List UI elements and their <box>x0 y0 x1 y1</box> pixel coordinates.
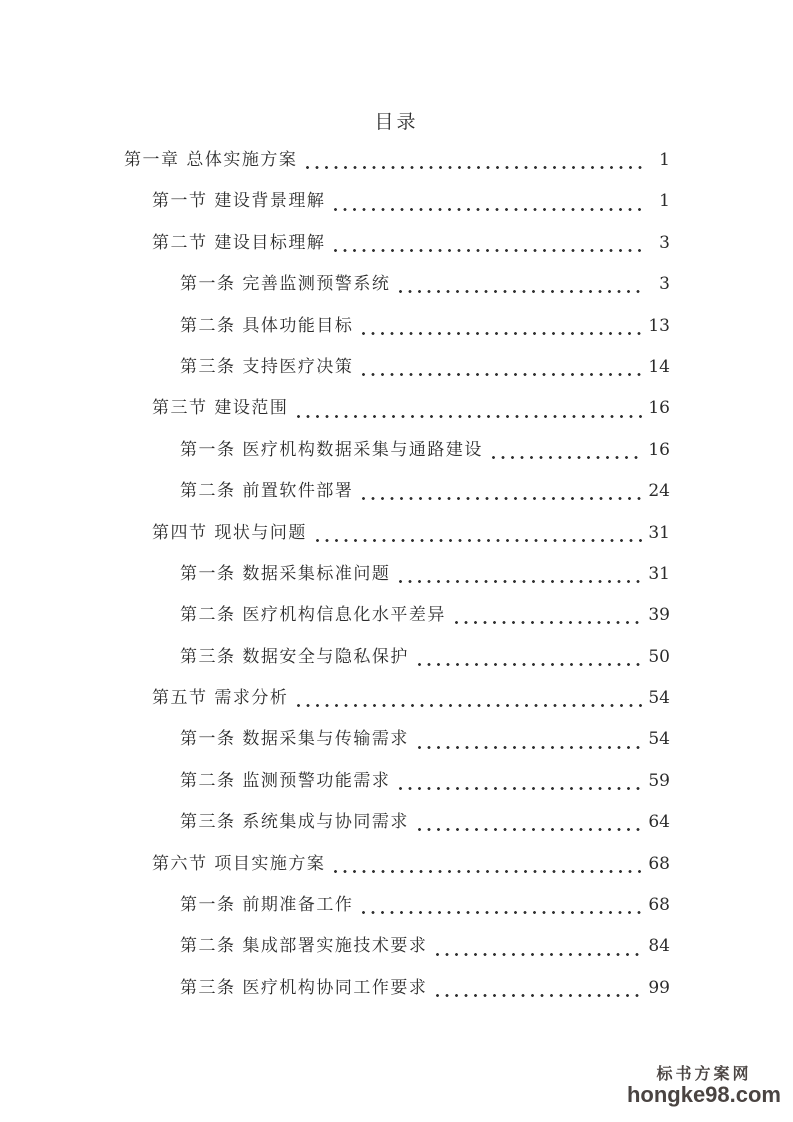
toc-entry[interactable] <box>124 181 670 222</box>
toc-entry[interactable] <box>124 678 670 719</box>
toc-dot-leader <box>362 497 643 500</box>
toc-entry-label: 第二条 前置软件部署 <box>180 481 354 502</box>
toc-entry[interactable] <box>124 554 670 595</box>
toc-dot-leader <box>334 870 643 873</box>
toc-entry[interactable] <box>124 388 670 429</box>
toc-dot-leader <box>334 208 643 211</box>
toc-entry-page: 3 <box>659 274 670 295</box>
toc-dot-leader <box>362 911 643 914</box>
toc-entry[interactable] <box>124 802 670 843</box>
toc-entry-page: 54 <box>648 729 670 750</box>
toc-dot-leader <box>418 828 643 831</box>
toc-dot-leader <box>418 746 643 749</box>
toc-dot-leader <box>399 290 643 293</box>
toc-entry-page: 39 <box>648 605 670 626</box>
toc-entry-label: 第一条 数据采集标准问题 <box>180 563 391 584</box>
toc-entry-page: 31 <box>648 563 670 584</box>
toc-entry[interactable] <box>124 264 670 305</box>
toc-entry-label: 第五节 需求分析 <box>152 688 289 709</box>
toc-entry-label: 第一条 完善监测预警系统 <box>180 274 391 295</box>
toc-entry-label: 第四节 现状与问题 <box>152 522 307 543</box>
toc-dot-leader <box>492 456 643 459</box>
toc-entry-page: 59 <box>648 770 670 791</box>
toc-entry-page: 99 <box>648 977 670 998</box>
toc-dot-leader <box>306 166 643 169</box>
watermark <box>627 1067 781 1106</box>
toc-entry-page: 64 <box>648 812 670 833</box>
toc-entry-page: 31 <box>648 522 670 543</box>
toc-entry-page: 1 <box>659 150 670 170</box>
toc-entry-page: 13 <box>648 315 670 336</box>
toc-entry-label: 第二条 监测预警功能需求 <box>180 770 391 791</box>
toc-dot-leader <box>455 621 643 624</box>
toc-entry-label: 第三条 医疗机构协同工作要求 <box>180 977 428 998</box>
toc-entry[interactable] <box>124 637 670 678</box>
toc-dot-leader <box>297 704 643 707</box>
toc-entry-label: 第三条 系统集成与协同需求 <box>180 812 409 833</box>
toc-dot-leader <box>418 663 643 666</box>
toc-entry-label: 第一节 建设背景理解 <box>152 191 326 212</box>
toc-entry-page: 1 <box>659 191 670 212</box>
toc-entry-page: 16 <box>648 439 670 460</box>
toc-entry[interactable] <box>124 430 670 471</box>
toc-entry-label: 第一条 前期准备工作 <box>180 895 354 916</box>
toc-entry-label: 第三条 支持医疗决策 <box>180 356 354 377</box>
toc-dot-leader <box>399 787 643 790</box>
toc-entry-page: 24 <box>648 481 670 502</box>
toc-entry-page: 54 <box>648 688 670 709</box>
toc-entry-page: 68 <box>648 853 670 874</box>
toc-entry-label: 第三节 建设范围 <box>152 398 289 419</box>
toc-dot-leader <box>362 373 643 376</box>
watermark-site-url: hongke98.com <box>626 1082 781 1107</box>
toc-dot-leader <box>297 415 643 418</box>
table-of-contents <box>124 140 670 1009</box>
toc-entry-label: 第二条 集成部署实施技术要求 <box>180 936 428 957</box>
toc-dot-leader <box>362 332 643 335</box>
toc-dot-leader <box>334 249 643 252</box>
toc-dot-leader <box>316 539 643 542</box>
toc-entry-label: 第六节 项目实施方案 <box>152 853 326 874</box>
toc-entry[interactable] <box>124 595 670 636</box>
toc-dot-leader <box>436 994 643 997</box>
toc-entry-label: 第二条 具体功能目标 <box>180 315 354 336</box>
toc-entry[interactable] <box>124 719 670 760</box>
toc-entry-page: 16 <box>648 398 670 419</box>
toc-entry-label: 第一条 医疗机构数据采集与通路建设 <box>180 439 483 460</box>
toc-dot-leader <box>399 580 643 583</box>
toc-entry[interactable] <box>124 471 670 512</box>
toc-entry[interactable] <box>124 140 670 181</box>
toc-entry-page: 68 <box>648 895 670 916</box>
toc-entry-label: 第二条 医疗机构信息化水平差异 <box>180 605 446 626</box>
toc-entry[interactable] <box>124 347 670 388</box>
toc-entry-page: 84 <box>648 936 670 957</box>
toc-entry[interactable] <box>124 926 670 967</box>
toc-entry[interactable] <box>124 885 670 926</box>
toc-entry-page: 50 <box>648 646 670 667</box>
toc-entry-label: 第一条 数据采集与传输需求 <box>180 729 409 750</box>
toc-entry[interactable] <box>124 844 670 885</box>
toc-entry-page: 14 <box>648 356 670 377</box>
toc-entry-label: 第二节 建设目标理解 <box>152 232 326 253</box>
toc-entry[interactable] <box>124 223 670 264</box>
toc-entry[interactable] <box>124 306 670 347</box>
toc-entry[interactable] <box>124 761 670 802</box>
toc-entry[interactable] <box>124 513 670 554</box>
page-title: 目录 <box>374 111 419 133</box>
toc-entry-page: 3 <box>659 232 670 253</box>
toc-entry[interactable] <box>124 968 670 1009</box>
toc-dot-leader <box>436 953 643 956</box>
toc-entry-label: 第三条 数据安全与隐私保护 <box>180 646 409 667</box>
watermark-site-name: 标书方案网 <box>656 1066 752 1083</box>
toc-entry-label: 第一章 总体实施方案 <box>124 150 298 170</box>
